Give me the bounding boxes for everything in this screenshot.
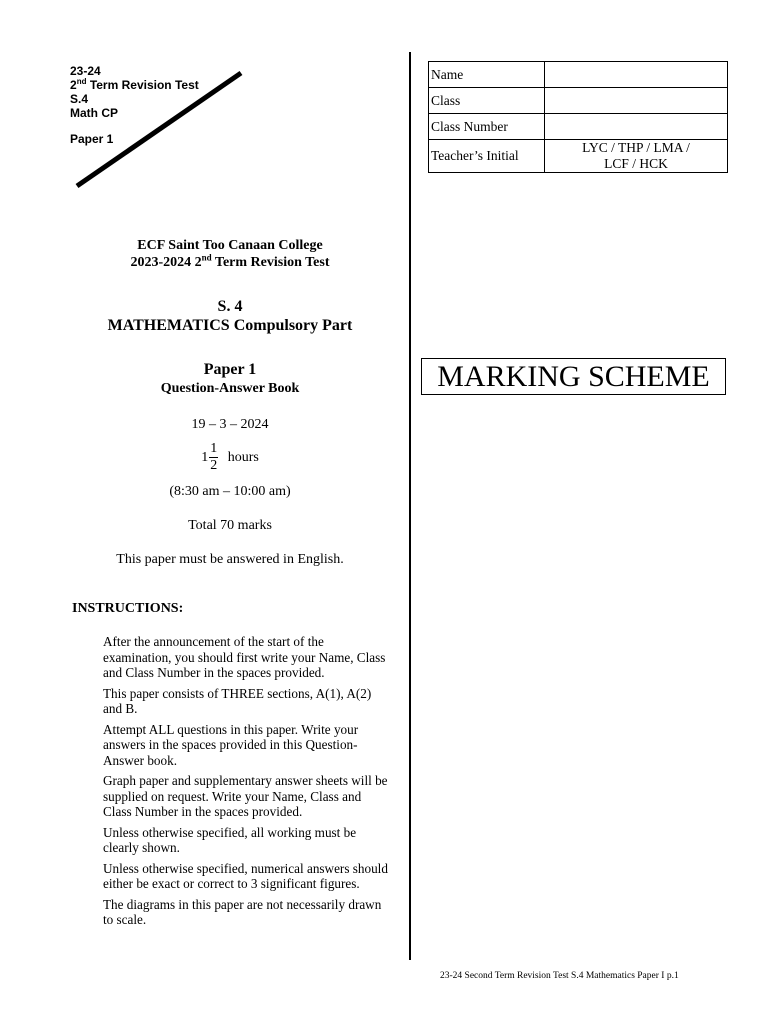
total-marks: Total 70 marks <box>188 518 272 533</box>
tag-test-ordinal-sup: nd <box>76 77 87 86</box>
diagonal-slash <box>73 68 248 193</box>
paper-block <box>40 360 420 398</box>
school-block <box>40 237 420 271</box>
instructions-list <box>103 634 393 933</box>
subject-title: MATHEMATICS Compulsory Part <box>107 317 353 334</box>
instruction-item: This paper consists of THREE sections, A(1), A(2) and B. <box>103 685 372 716</box>
student-info-table <box>428 61 728 173</box>
instruction-item: After the announcement of the start of the examination, you should first write your Name, Class and Class Number in the spaces provided. <box>103 634 386 680</box>
class-label: Class <box>429 88 545 114</box>
name-label: Name <box>429 62 545 88</box>
exam-date: 19 – 3 – 2024 <box>191 417 269 432</box>
tag-subject: Math CP <box>70 106 118 120</box>
exam-time: (8:30 am – 10:00 am) <box>169 484 291 499</box>
teacher-initial-options[interactable] <box>545 140 728 173</box>
duration-unit: hours <box>227 449 259 465</box>
paper-title: Paper 1 <box>203 361 257 378</box>
teacher-options-line2: LCF / HCK <box>604 156 668 171</box>
instruction-item: Unless otherwise specified, all working must be clearly shown. <box>103 824 357 855</box>
instructions-heading: INSTRUCTIONS: <box>72 601 184 616</box>
tag-test-ordinal: 2 <box>70 78 77 92</box>
teacher-initial-label: Teacher’s Initial <box>429 140 545 173</box>
marking-scheme-label: MARKING SCHEME <box>421 358 726 395</box>
duration-fraction <box>201 441 218 474</box>
exam-duration <box>40 441 420 474</box>
paper-subtitle: Question-Answer Book <box>160 381 300 396</box>
table-row <box>429 62 728 88</box>
school-test: 2023-2024 2nd Term Revision Test <box>130 252 330 270</box>
subject-block <box>40 297 420 335</box>
instruction-item: Unless otherwise specified, numerical answers should either be exact or correct to 3 significant figures. <box>103 860 388 891</box>
instruction-item: The diagrams in this paper are not necessarily drawn to scale. <box>103 896 382 927</box>
table-row <box>429 88 728 114</box>
duration-whole: 1 <box>201 449 209 465</box>
class-number-label: Class Number <box>429 114 545 140</box>
page-footer: 23-24 Second Term Revision Test S.4 Mathematics Paper I p.1 <box>440 971 679 981</box>
tag-form: S.4 <box>70 92 89 106</box>
instruction-item: Attempt ALL questions in this paper. Write your answers in the spaces provided in this Question-Answer book. <box>103 721 359 768</box>
teacher-options-line1: LYC / THP / LMA / <box>582 140 690 155</box>
school-name: ECF Saint Too Canaan College <box>137 238 323 253</box>
instruction-item: Graph paper and supplementary answer sheets will be supplied on request. Write your Name, Class and Class Number in the spaces provided. <box>103 773 388 819</box>
duration-numerator: 1 <box>210 441 218 456</box>
name-field[interactable] <box>545 62 728 88</box>
class-field[interactable] <box>545 88 728 114</box>
tag-year: 23-24 <box>70 64 101 78</box>
class-number-field[interactable] <box>545 114 728 140</box>
tag-paper: Paper 1 <box>70 132 114 146</box>
tag-test-title: Term Revision Test <box>89 78 199 92</box>
duration-denominator: 2 <box>210 458 218 473</box>
table-row <box>429 140 728 173</box>
vertical-divider <box>409 52 411 960</box>
subject-form: S. 4 <box>217 298 243 315</box>
language-note: This paper must be answered in English. <box>116 552 344 567</box>
table-row <box>429 114 728 140</box>
